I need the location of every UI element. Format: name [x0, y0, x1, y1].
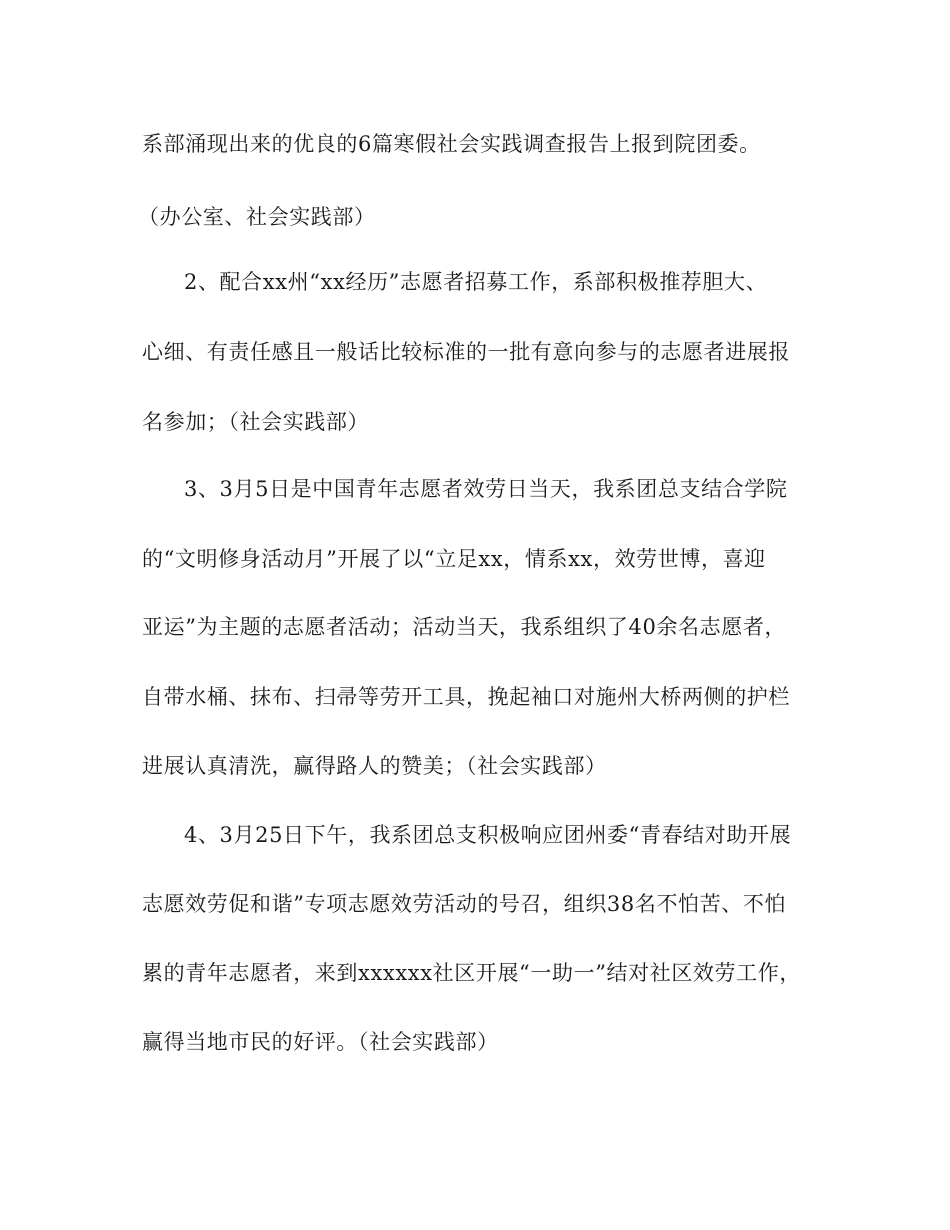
text-line: 系部涌现出来的优良的6篇寒假社会实践调查报告上报到院团委。 — [142, 132, 761, 156]
text-line: 志愿效劳促和谐”专项志愿效劳活动的号召，组织38名不怕苦、不怕 — [142, 892, 787, 916]
text-line: 名参加；（社会实践部） — [142, 410, 370, 434]
text-line: 累的青年志愿者，来到xxxxxx社区开展“一助一”结对社区效劳工作， — [142, 961, 801, 985]
text-line: （办公室、社会实践部） — [138, 205, 376, 229]
text-line: 2、配合xx州“xx经历”志愿者招募工作，系部积极推荐胆大、 — [184, 270, 768, 294]
text-line: 4、3月25日下午，我系团总支积极响应团州委“青春结对助开展 — [184, 823, 792, 847]
text-line: 3、3月5日是中国青年志愿者效劳日当天，我系团总支结合学院 — [184, 477, 788, 501]
text-line: 亚运”为主题的志愿者活动；活动当天，我系组织了40余名志愿者， — [142, 615, 787, 639]
text-line: 心细、有责任感且一般话比较标准的一批有意向参与的志愿者进展报 — [142, 340, 790, 364]
text-line: 赢得当地市民的好评。（社会实践部） — [142, 1030, 499, 1054]
text-line: 进展认真清洗，赢得路人的赞美；（社会实践部） — [142, 754, 607, 778]
text-line: 的“文明修身活动月”开展了以“立足xx，情系xx，效劳世博，喜迎 — [142, 547, 766, 571]
text-line: 自带水桶、抹布、扫帚等劳开工具，挽起袖口对施州大桥两侧的护栏 — [142, 685, 790, 709]
